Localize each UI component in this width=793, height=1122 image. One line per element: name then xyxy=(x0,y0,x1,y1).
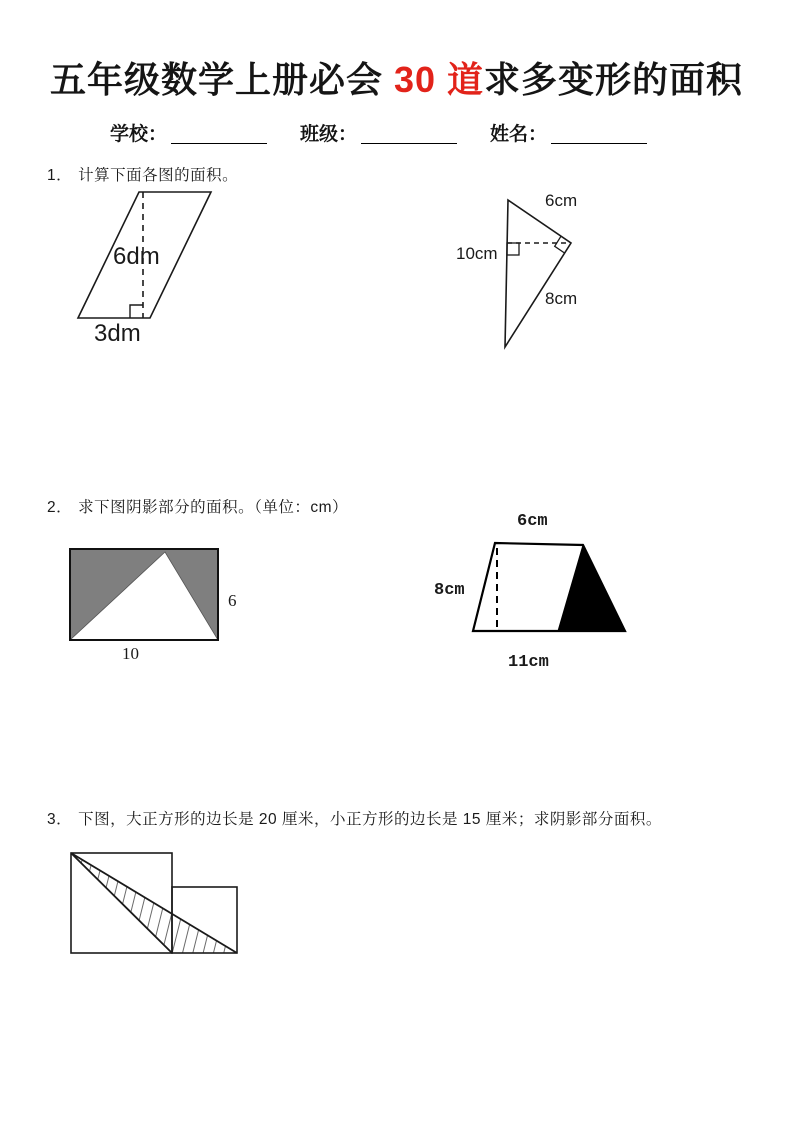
header-fields xyxy=(0,119,793,155)
trapezoid-height-label: 8cm xyxy=(434,581,465,600)
triangle-bottom-side-label: 8cm xyxy=(545,289,578,308)
class-blank-line xyxy=(361,123,457,144)
question-3-number: 3． xyxy=(47,811,73,828)
question-2 xyxy=(47,495,348,517)
rectangle-base-label: 10 xyxy=(122,644,139,663)
triangle-left-right-angle-mark xyxy=(507,243,519,255)
diagonal-line-short xyxy=(71,853,172,953)
parallelogram-base-label: 3dm xyxy=(94,320,141,347)
class-field xyxy=(300,119,457,146)
name-field xyxy=(490,119,647,146)
question-3-text: 下图，大正方形的边长是 20 厘米，小正方形的边长是 15 厘米；求阴影部分面积。 xyxy=(78,811,662,828)
triangle-vertex-right-angle-mark xyxy=(555,236,565,253)
trapezoid-top-label: 6cm xyxy=(517,512,548,531)
school-field xyxy=(110,119,267,146)
question-3 xyxy=(47,807,662,829)
question-2-number: 2． xyxy=(47,499,73,516)
parallelogram-figure xyxy=(60,183,230,348)
shaded-rectangle-figure xyxy=(62,545,252,667)
class-label: 班级： xyxy=(300,124,358,145)
parallelogram-right-angle-mark xyxy=(130,305,143,318)
squares-figure xyxy=(60,845,255,963)
question-2-text: 求下图阴影部分的面积。（单位：cm） xyxy=(78,499,349,516)
triangle-height-label: 10cm xyxy=(456,244,498,263)
black-shaded-triangle xyxy=(558,545,625,631)
parallelogram-height-label: 6dm xyxy=(113,243,160,270)
right-triangle-figure xyxy=(440,183,660,358)
question-1-text: 计算下面各图的面积。 xyxy=(78,167,239,184)
title-suffix: 求多变形的面积 xyxy=(484,59,744,100)
school-blank-line xyxy=(171,123,267,144)
title-prefix: 五年级数学上册必会 xyxy=(49,59,394,100)
triangle-top-side-label: 6cm xyxy=(545,191,578,210)
question-1-number: 1． xyxy=(47,167,73,184)
triangle-shape xyxy=(505,200,571,347)
trapezoid-base-label: 11cm xyxy=(508,653,549,672)
rectangle-side-label: 6 xyxy=(228,591,237,610)
name-label: 姓名： xyxy=(490,124,548,145)
school-label: 学校： xyxy=(110,124,168,145)
diagonal-line-long xyxy=(71,853,237,953)
trapezoid-figure xyxy=(430,505,680,677)
title-highlight: 30 道 xyxy=(393,59,485,100)
question-1 xyxy=(47,163,238,185)
name-blank-line xyxy=(551,123,647,144)
page-title xyxy=(0,52,793,103)
